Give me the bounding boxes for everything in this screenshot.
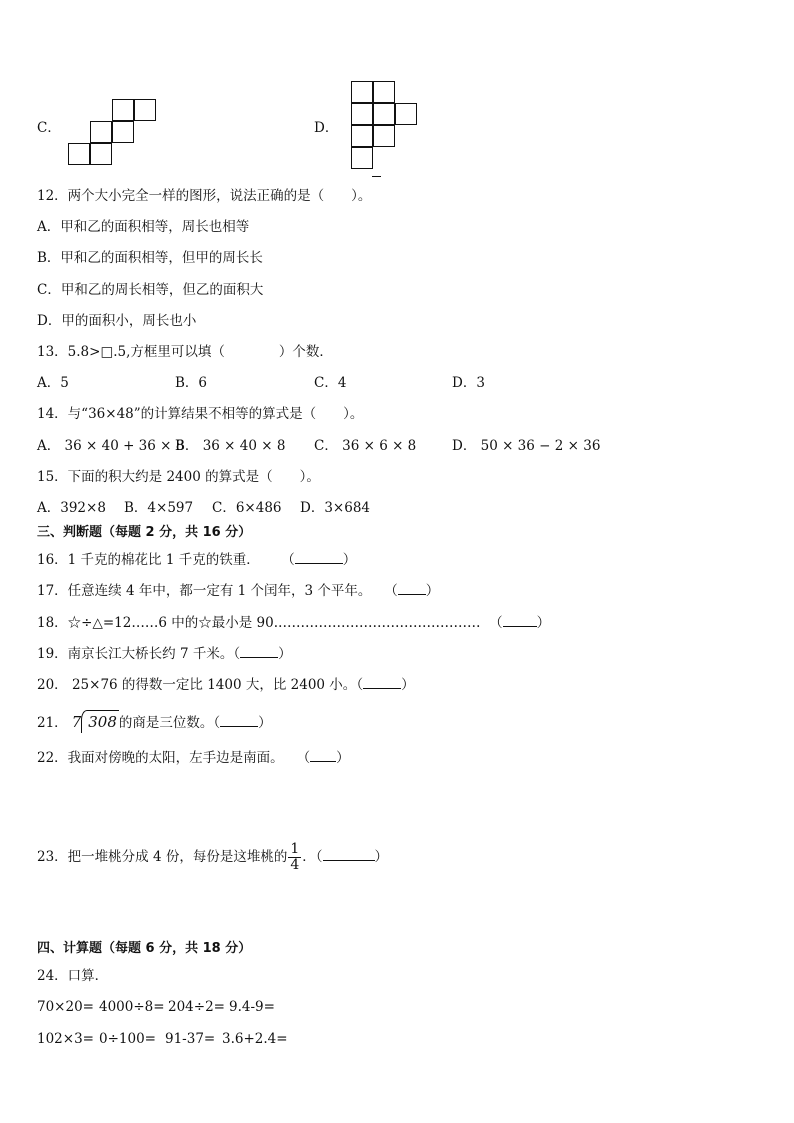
q15-option-d[interactable]: D．3×684 [300, 500, 370, 516]
q17-answer-blank[interactable] [398, 582, 426, 595]
q12-option-d[interactable]: D．甲的面积小，周长也小 [37, 313, 197, 329]
q14-option-b[interactable]: B． 36 × 40 × 8 [175, 438, 286, 454]
q16: 16．1 千克的棉花比 1 千克的铁重． （ ） [37, 552, 357, 568]
q18-answer-blank[interactable] [503, 614, 537, 627]
q21-long-division: 7 308 [68, 710, 119, 733]
q23: 23．把一堆桃分成 4 份，每份是这堆桃的 $\frac{1}{4}$ ．（ ） [37, 841, 389, 873]
q13-option-c[interactable]: C．4 [314, 375, 347, 391]
q16-answer-blank[interactable] [295, 551, 343, 564]
q21: 21． 7 308 的商是三位数。（ ） [37, 710, 272, 734]
q15-option-c[interactable]: C．6×486 [212, 500, 282, 516]
q24-row1-item2[interactable]: 4000÷8= [99, 999, 165, 1015]
q13-option-a[interactable]: A．5 [37, 375, 69, 391]
q12-option-c[interactable]: C．甲和乙的周长相等，但乙的面积大 [37, 282, 264, 298]
q18: 18．☆÷△=12……6 中的☆最小是 90.……………………………………… （ ） [37, 615, 551, 631]
q21-answer-blank[interactable] [220, 714, 258, 727]
figure-d-label: D． [314, 120, 339, 136]
q12-stem: 12．两个大小完全一样的图形，说法正确的是（ ）。 [37, 188, 372, 204]
q24-row2-item3[interactable]: 91-37= [165, 1031, 216, 1047]
q24-stem: 24．口算． [37, 968, 109, 984]
q19-answer-blank[interactable] [240, 645, 278, 658]
q24-row1-item3[interactable]: 204÷2= [168, 999, 225, 1015]
q13-option-d[interactable]: D．3 [452, 375, 485, 391]
q15-stem: 15．下面的积大约是 2400 的算式是（ ）。 [37, 469, 320, 485]
q24-row1-item4[interactable]: 9.4-9= [229, 999, 275, 1015]
q22-answer-blank[interactable] [310, 749, 336, 762]
q24-row2-item1[interactable]: 102×3= [37, 1031, 94, 1047]
q17: 17．任意连续 4 年中，都一定有 1 个闰年，3 个平年。 （ ） [37, 583, 440, 599]
q23-answer-blank[interactable] [323, 848, 375, 861]
q24-row2-item4[interactable]: 3.6+2.4= [222, 1031, 288, 1047]
q23-fraction: $\frac{1}{4}$ [290, 841, 300, 873]
q14-option-c[interactable]: C． 36 × 6 × 8 [314, 438, 417, 454]
q20-answer-blank[interactable] [363, 676, 401, 689]
figure-c-label: C． [37, 120, 61, 136]
q12-option-b[interactable]: B．甲和乙的面积相等，但甲的周长长 [37, 250, 263, 266]
q14-option-a[interactable]: A． 36 × 40 + 36 × 8 [37, 438, 185, 454]
q12-option-a[interactable]: A．甲和乙的面积相等，周长也相等 [37, 219, 250, 235]
q14-option-d[interactable]: D． 50 × 36 − 2 × 36 [452, 438, 601, 454]
q20: 20． 25×76 的得数一定比 1400 大，比 2400 小。（ ） [37, 677, 415, 693]
q24-row1-item1[interactable]: 70×20= [37, 999, 94, 1015]
q15-option-b[interactable]: B．4×597 [124, 500, 194, 516]
q14-stem: 14．与“36×48”的计算结果不相等的算式是（ ）。 [37, 406, 364, 422]
q19: 19．南京长江大桥长约 7 千米。（ ） [37, 646, 292, 662]
section-3-heading: 三、判断题（每题 2 分，共 16 分） [37, 525, 252, 540]
q15-option-a[interactable]: A．392×8 [37, 500, 106, 516]
q22: 22．我面对傍晚的太阳，左手边是南面。 （ ） [37, 750, 350, 766]
section-4-heading: 四、计算题（每题 6 分，共 18 分） [37, 941, 252, 956]
q13-option-b[interactable]: B．6 [175, 375, 208, 391]
q24-row2-item2[interactable]: 0÷100= [99, 1031, 156, 1047]
q13-stem: 13．5.8>□.5,方框里可以填（ ）个数． [37, 344, 333, 360]
